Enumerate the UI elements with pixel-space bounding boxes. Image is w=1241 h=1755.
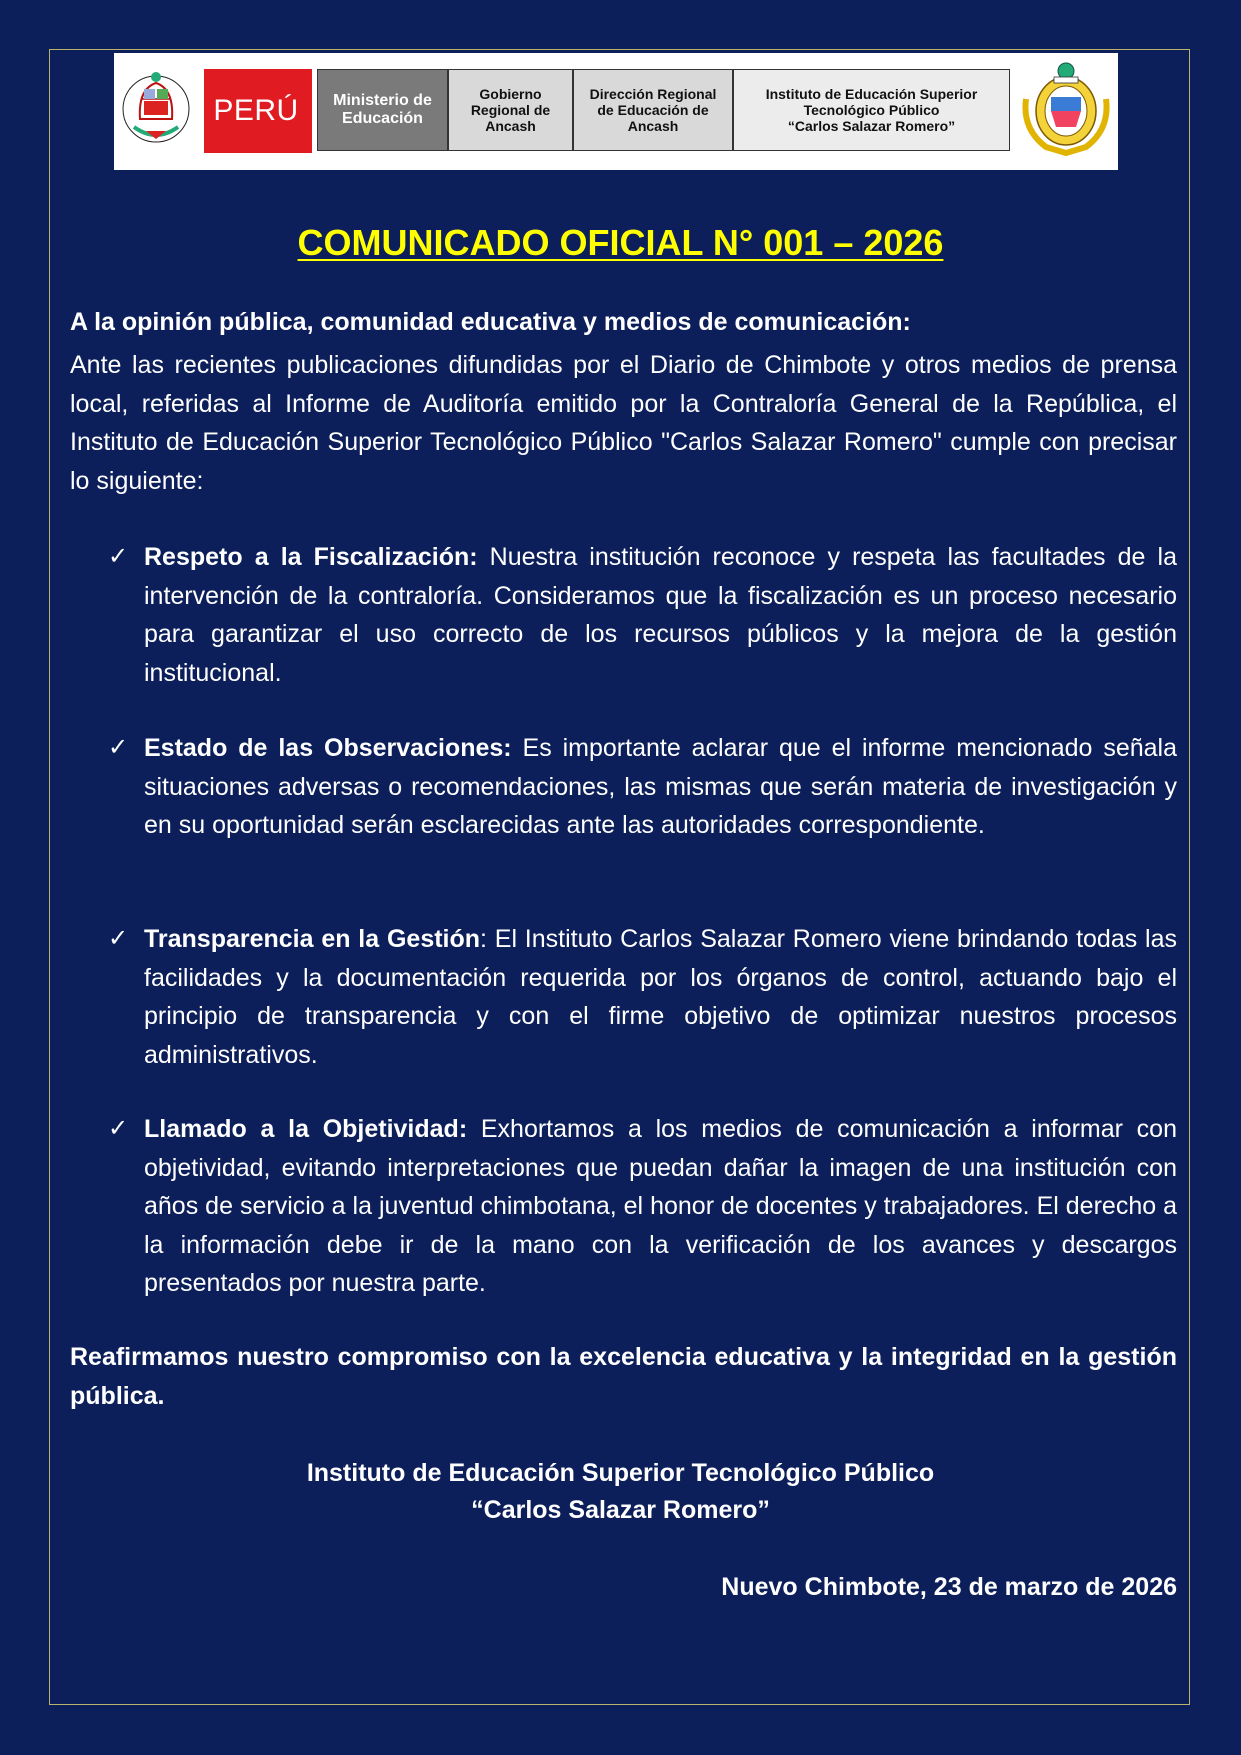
list-item (108, 1110, 1177, 1303)
signature-line: “Carlos Salazar Romero” (471, 1496, 770, 1524)
peru-logo-text: PERÚ (213, 94, 299, 127)
signature-block (0, 1455, 1241, 1529)
ministerio-line: Educación (342, 110, 423, 127)
point-text: Exhortamos a los medios de comunicación a informar con objetividad, evitando interpretaciones que puedan dañar la imagen de una institución con años de servicio a la juventud chimbotana, el honor de docentes y trabajadores. El derecho a la información debe ir de la mano con la verificación de los avances y descargos presentados por nuestra parte. (144, 1115, 1177, 1297)
instituto-box (733, 69, 1010, 151)
instituto-line: “Carlos Salazar Romero” (787, 118, 956, 135)
list-item (108, 920, 1177, 1074)
direccion-line: de Educación de (597, 101, 709, 118)
page-title (0, 222, 1241, 264)
direccion-line: Dirección Regional (589, 85, 717, 102)
gobierno-line: Ancash (485, 118, 536, 135)
title-text: COMUNICADO OFICIAL N° 001 – 2026 (297, 222, 944, 263)
point-heading: Respeto a la Fiscalización: (144, 543, 478, 571)
checkmark-icon: ✓ (108, 734, 129, 761)
point-heading: Llamado a la Objetividad: (144, 1115, 468, 1143)
point-text: Es importante aclarar que el informe mencionado señala situaciones adversas o recomendaciones, las mismas que serán materia de investigación y en su oportunidad serán esclarecidas ante las autoridades correspondiente. (144, 734, 1178, 839)
signature-line: Instituto de Educación Superior Tecnológico Público (306, 1459, 935, 1487)
ministerio-box (317, 69, 448, 151)
header-logo-strip (114, 53, 1118, 170)
closing-statement: Reafirmamos nuestro compromiso con la excelencia educativa y la integridad en la gestión pública. (70, 1343, 1177, 1410)
institute-seal-icon (1018, 59, 1114, 159)
checkmark-icon: ✓ (108, 925, 129, 952)
peru-logo (200, 69, 312, 153)
direccion-regional-box (573, 69, 733, 151)
intro-paragraph: Ante las recientes publicaciones difundidas por el Diario de Chimbote y otros medios de prensa local, referidas al Informe de Auditoría emitido por la Contraloría General de la República, el Instituto de Educación Superior Tecnológico Público "Carlos Salazar Romero" cumple con precisar lo siguiente: (70, 351, 1177, 495)
list-item (108, 729, 1177, 845)
date-line: Nuevo Chimbote, 23 de marzo de 2026 (721, 1573, 1177, 1601)
gobierno-line: Gobierno (479, 85, 542, 102)
point-heading: Transparencia en la Gestión (144, 925, 481, 953)
instituto-line: Instituto de Educación Superior (765, 85, 978, 102)
point-text: : El Instituto Carlos Salazar Romero viene brindando todas las facilidades y la documentación requerida por los órganos de control, actuando bajo el principio de transparencia y con el firme objetivo de optimizar nuestros procesos administrativos. (144, 925, 1177, 1069)
point-heading: Estado de las Observaciones: (144, 734, 512, 762)
gobierno-regional-box (448, 69, 573, 151)
peru-coat-of-arms-icon (120, 59, 192, 159)
checkmark-icon: ✓ (108, 543, 129, 570)
instituto-line: Tecnológico Público (803, 101, 940, 118)
ministerio-line: Ministerio de (333, 91, 432, 109)
gobierno-line: Regional de (470, 101, 551, 118)
point-text: Nuestra institución reconoce y respeta las facultades de la intervención de la contraloría. Consideramos que la fiscalización es un proceso necesario para garantizar el uso correcto de los recursos públicos y la mejora de la gestión institucional. (144, 543, 1177, 687)
salutation: A la opinión pública, comunidad educativa y medios de comunicación: (70, 308, 911, 336)
direccion-line: Ancash (627, 118, 679, 135)
checkmark-icon: ✓ (108, 1115, 129, 1142)
list-item (108, 538, 1177, 692)
